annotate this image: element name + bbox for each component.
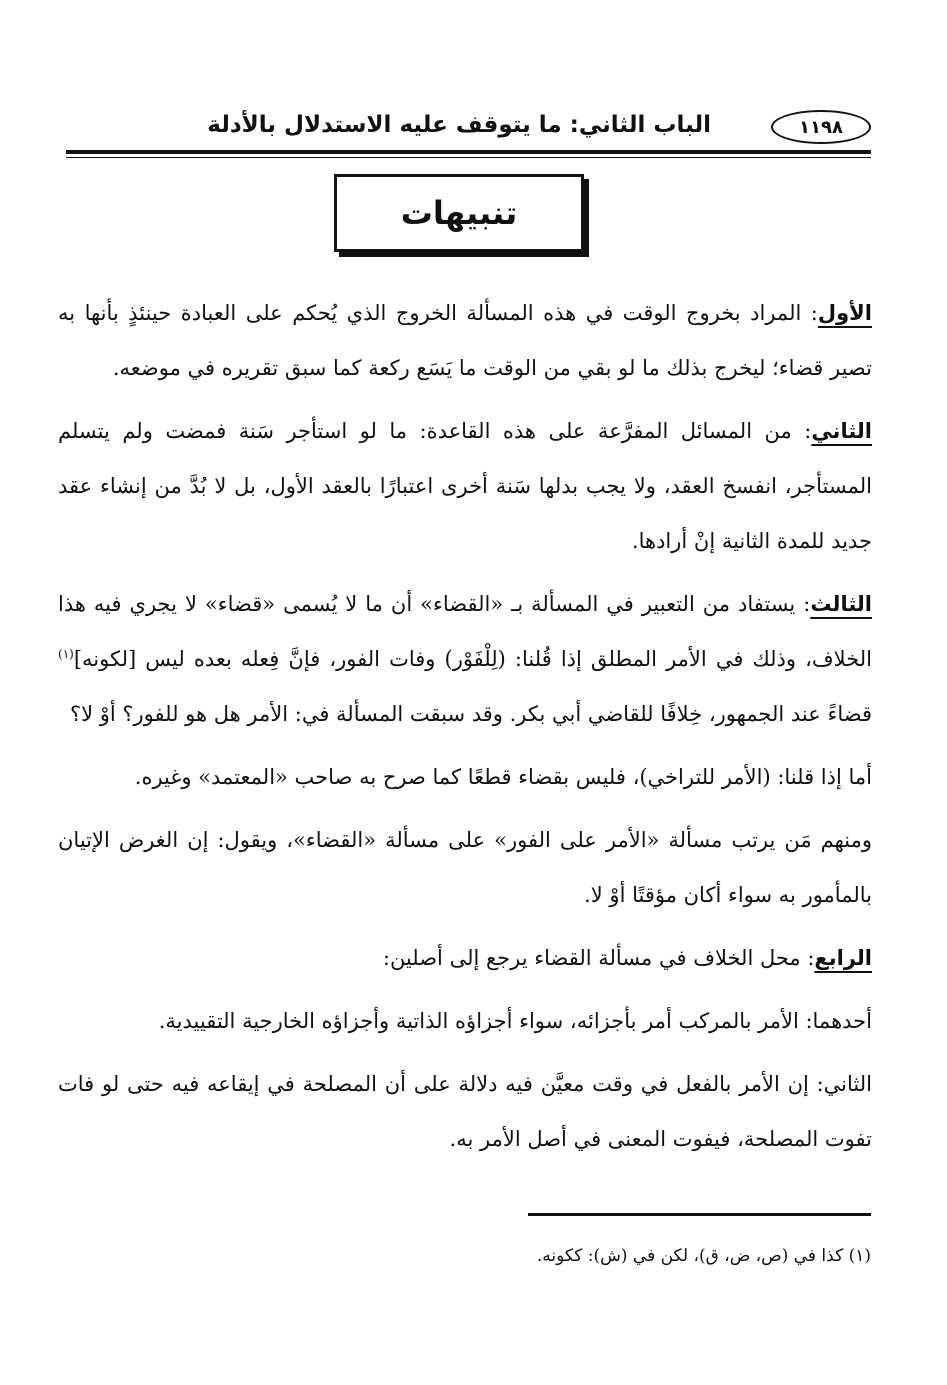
footnote-reference: (١) [58, 647, 74, 661]
paragraph-text: ومنهم مَن يرتب مسألة «الأمر على الفور» على مسألة «القضاء»، ويقول: إن الغرض الإتيان بالمأمور به سواء أكان مؤقتًا أوْ لا. [58, 828, 872, 907]
running-header [66, 108, 871, 152]
paragraph-text: : من المسائل المفرَّعة على هذه القاعدة: ما لو استأجر سَنة فمضت ولم يتسلم المستأجر، انفسخ العقد، ولا يجب بدلها سَنة أخرى اعتبارًا بالعقد الأول، بل لا بُدَّ من إنشاء عقد جديد للمدة الثانية إنْ أرادها. [58, 419, 872, 553]
header-rule-thick [66, 150, 871, 154]
section-heading-box [334, 174, 584, 252]
paragraph-third [58, 577, 872, 742]
paragraph-label: الثالث [810, 592, 872, 616]
paragraph-text: الثاني: إن الأمر بالفعل في وقت معيَّن فيه دلالة على أن المصلحة في إيقاعه فيه حتى لو فات تفوت المصلحة، فيفوت المعنى في أصل الأمر به. [58, 1072, 872, 1151]
paragraph-first [58, 286, 872, 396]
paragraph-text: قضاءً عند الجمهور، خِلافًا للقاضي أبي بكر. وقد سبقت المسألة في: الأمر هل هو للفور؟ أوْ لا؟ [69, 702, 872, 726]
paragraph-text: أما إذا قلنا: (الأمر للتراخي)، فليس بقضاء قطعًا كما صرح به صاحب «المعتمد» وغيره. [134, 765, 872, 789]
paragraph-label: الأول [817, 301, 872, 325]
page-number: ١١٩٨ [771, 110, 871, 144]
chapter-title: الباب الثاني: ما يتوقف عليه الاستدلال بالأدلة [207, 112, 711, 138]
paragraph [58, 813, 872, 923]
paragraph-text: أحدهما: الأمر بالمركب أمر بأجزائه، سواء أجزاؤه الذاتية وأجزاؤه الخارجية التقييدية. [158, 1009, 872, 1033]
header-rule-thin [66, 157, 871, 158]
footnote-separator [528, 1213, 871, 1216]
paragraph-label: الثاني [811, 419, 872, 443]
paragraph-label: الرابع [814, 946, 872, 970]
paragraph [58, 1057, 872, 1167]
body-text [58, 286, 872, 1175]
footnote: (١) كذا في (ص، ض، ق)، لكن في (ش): ككونه. [536, 1246, 871, 1266]
paragraph-second [58, 404, 872, 569]
paragraph-text: : محل الخلاف في مسألة القضاء يرجع إلى أصلين: [382, 946, 815, 970]
section-title: تنبيهات [400, 194, 518, 232]
paragraph [58, 750, 872, 805]
paragraph-text: : يستفاد من التعبير في المسألة بـ «القضاء» أن ما لا يُسمى «قضاء» لا يجري فيه هذا الخلاف، وذلك في الأمر المطلق إذا قُلنا: (لِلْفَوْر) وفات الفور، فإنَّ فِعله بعده ليس [لكونه] [58, 592, 872, 671]
paragraph-fourth [58, 931, 872, 986]
paragraph-text: : المراد بخروج الوقت في هذه المسألة الخروج الذي يُحكم على العبادة حينئذٍ بأنها به تصير قضاء؛ ليخرج بذلك ما لو بقي من الوقت ما يَسَع ركعة كما سبق تقريره في موضعه. [58, 301, 872, 380]
paragraph [58, 994, 872, 1049]
